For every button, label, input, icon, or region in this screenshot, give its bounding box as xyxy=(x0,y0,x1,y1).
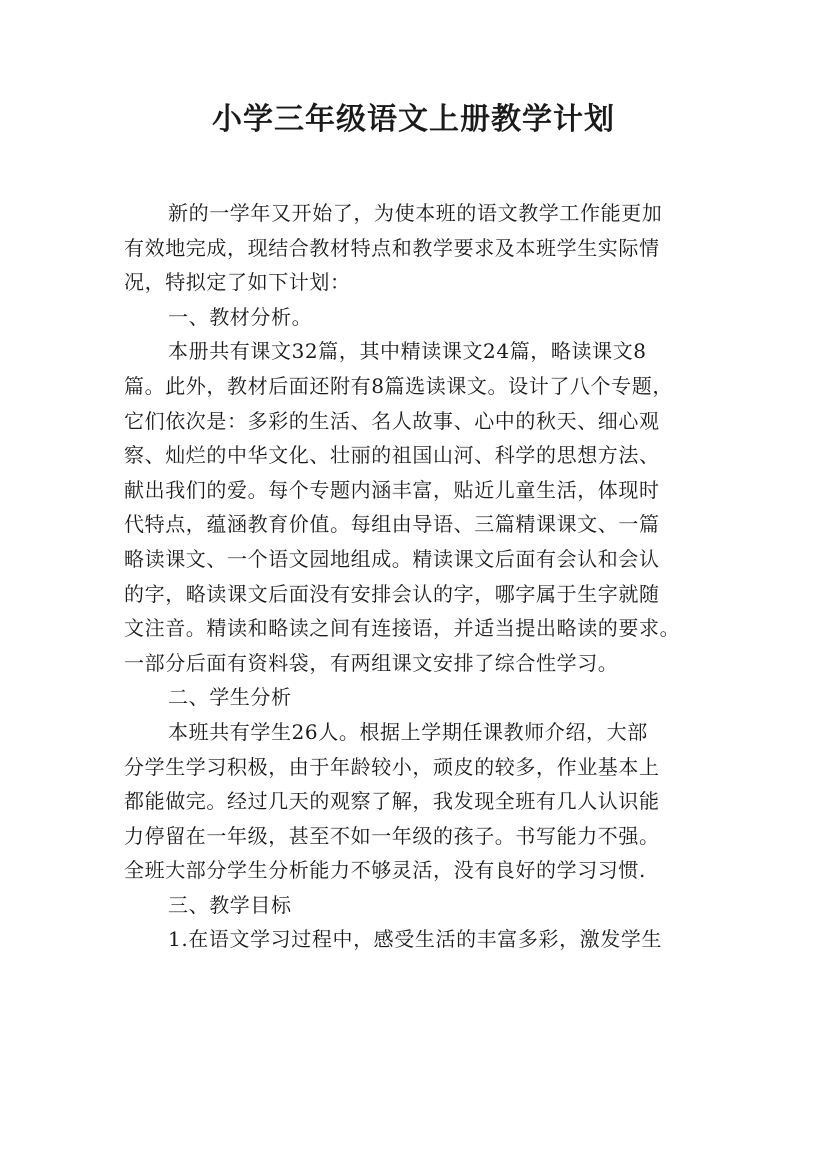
text-line: 它们依次是：多彩的生活、名人故事、心中的秋天、细心观 xyxy=(124,408,660,433)
document-body xyxy=(124,196,714,957)
text-line: 都能做完。经过几天的观察了解，我发现全班有几人认识能 xyxy=(124,789,660,814)
text-line: 本册共有课文32篇，其中精读课文24篇，略读课文8 xyxy=(168,339,647,364)
text-line: 分学生学习积极，由于年龄较小，顽皮的较多，作业基本上 xyxy=(124,754,660,779)
text-line: 一、教材分析。 xyxy=(168,304,313,329)
text-line: 略读课文、一个语文园地组成。精读课文后面有会认和会认 xyxy=(124,546,660,571)
text-line: 有效地完成，现结合教材特点和教学要求及本班学生实际情 xyxy=(124,235,660,260)
text-line: 力停留在一年级，甚至不如一年级的孩子。书写能力不强。 xyxy=(124,823,660,848)
text-line: 本班共有学生26人。根据上学期任课教师介绍，大部 xyxy=(168,719,648,744)
document-title: 小学三年级语文上册教学计划 xyxy=(212,102,615,137)
text-line: 篇。此外，教材后面还附有8篇选读课文。设计了八个专题， xyxy=(124,373,673,398)
text-line: 二、学生分析 xyxy=(168,685,292,710)
text-line: 代特点，蕴涵教育价值。每组由导语、三篇精课课文、一篇 xyxy=(124,512,660,537)
text-line: 三、教学目标 xyxy=(168,892,292,917)
text-line: 全班大部分学生分析能力不够灵活，没有良好的学习习惯. xyxy=(124,858,646,883)
text-line: 一部分后面有资料袋，有两组课文安排了综合性学习。 xyxy=(124,650,619,675)
text-line: 的字，略读课文后面没有安排会认的字，哪字属于生字就随 xyxy=(124,581,660,606)
text-line: 文注音。精读和略读之间有连接语，并适当提出略读的要求。 xyxy=(124,616,681,641)
text-line: 献出我们的爱。每个专题内涵丰富，贴近儿童生活，体现时 xyxy=(124,477,660,502)
text-line: 察、灿烂的中华文化、壮丽的祖国山河、科学的思想方法、 xyxy=(124,443,660,468)
text-line: 况，特拟定了如下计划： xyxy=(124,270,351,295)
text-line: 新的一学年又开始了，为使本班的语文教学工作能更加 xyxy=(168,201,663,225)
text-line: 1.在语文学习过程中，感受生活的丰富多彩，激发学生 xyxy=(168,927,663,952)
